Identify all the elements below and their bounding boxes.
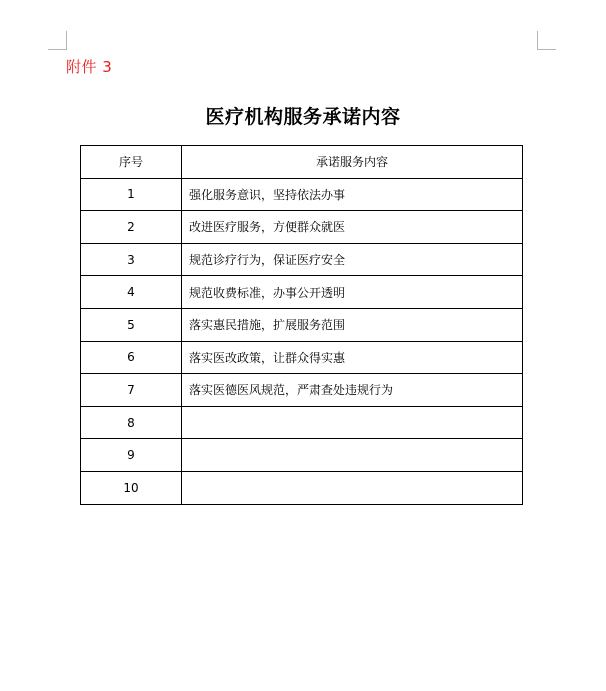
row-content: 强化服务意识，坚持依法办事 [182,178,523,211]
table-row [81,439,523,472]
row-number: 4 [81,276,182,309]
row-number: 1 [81,178,182,211]
row-content [182,406,523,439]
table-header-row [81,146,523,179]
table-row [81,243,523,276]
table-row [81,374,523,407]
row-content [182,439,523,472]
row-number: 7 [81,374,182,407]
row-number: 5 [81,308,182,341]
row-content: 落实惠民措施，扩展服务范围 [182,308,523,341]
row-content [182,471,523,504]
pledge-table [80,145,523,505]
row-number: 6 [81,341,182,374]
header-content: 承诺服务内容 [182,146,523,179]
document-title: 医疗机构服务承诺内容 [205,106,401,128]
row-number: 9 [81,439,182,472]
attachment-label: 附件 3 [66,58,113,76]
row-content: 规范收费标准，办事公开透明 [182,276,523,309]
row-number: 3 [81,243,182,276]
table-row [81,471,523,504]
table-row [81,308,523,341]
header-number: 序号 [81,146,182,179]
table-row [81,341,523,374]
page-corner-mark-top-left [48,31,67,50]
row-content: 改进医疗服务，方便群众就医 [182,211,523,244]
row-number: 10 [81,471,182,504]
table-row [81,178,523,211]
row-content: 规范诊疗行为，保证医疗安全 [182,243,523,276]
table-row [81,406,523,439]
row-number: 2 [81,211,182,244]
table-row [81,211,523,244]
row-number: 8 [81,406,182,439]
table-row [81,276,523,309]
page-corner-mark-top-right [537,31,556,50]
row-content: 落实医德医风规范，严肃查处违规行为 [182,374,523,407]
row-content: 落实医改政策，让群众得实惠 [182,341,523,374]
